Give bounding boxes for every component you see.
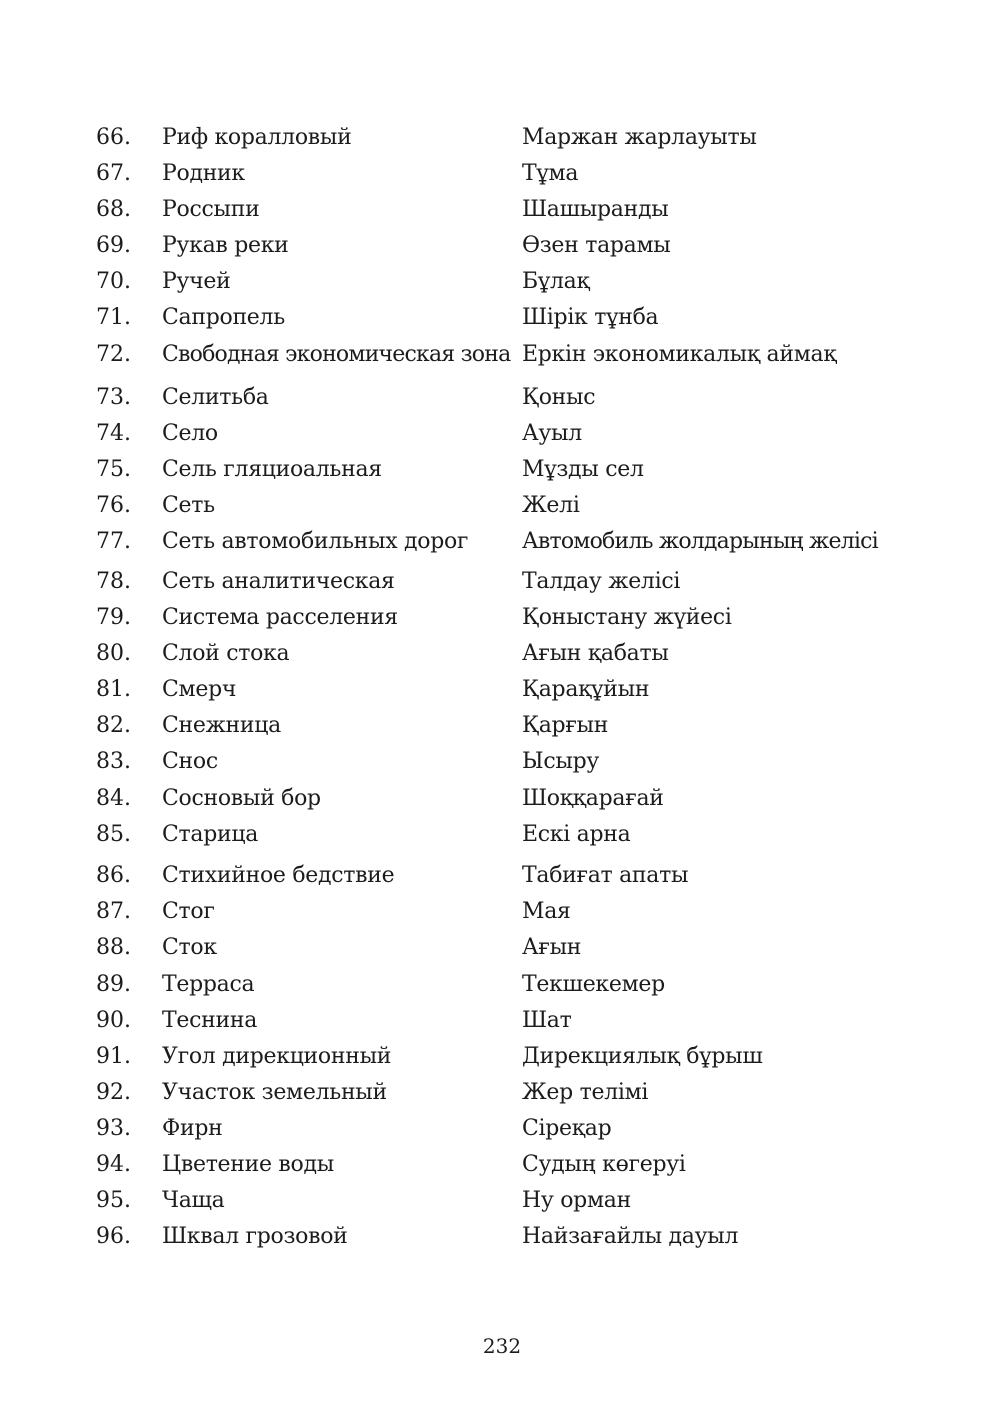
entry-number: 67. [96, 161, 131, 186]
term-russian: Шквал грозовой [162, 1224, 348, 1249]
term-kazakh: Жер телімі [522, 1080, 649, 1105]
term-russian: Цветение воды [162, 1152, 334, 1177]
entry-number: 82. [96, 713, 131, 738]
glossary-entry [0, 675, 1004, 705]
term-kazakh: Маржан жарлауыты [522, 125, 757, 150]
glossary-entry [0, 1114, 1004, 1144]
glossary-entry [0, 897, 1004, 927]
entry-number: 72. [96, 342, 131, 367]
term-russian: Селитьба [162, 385, 269, 410]
term-kazakh: Қоныстану жүйесі [522, 605, 732, 630]
term-kazakh: Ну орман [522, 1188, 631, 1213]
term-kazakh: Ауыл [522, 421, 582, 446]
entry-number: 68. [96, 197, 131, 222]
term-russian: Риф коралловый [162, 125, 352, 150]
term-kazakh: Мая [522, 899, 571, 924]
entry-number: 77. [96, 529, 131, 554]
term-kazakh: Сіреқар [522, 1116, 612, 1141]
term-kazakh: Қарақұйын [522, 677, 650, 702]
glossary-entry [0, 747, 1004, 777]
entry-number: 93. [96, 1116, 131, 1141]
entry-number: 90. [96, 1008, 131, 1033]
term-kazakh: Ағын қабаты [522, 641, 669, 666]
term-russian: Сеть [162, 493, 215, 518]
entry-number: 86. [96, 863, 131, 888]
term-russian: Чаща [162, 1188, 225, 1213]
glossary-entry [0, 159, 1004, 189]
term-kazakh: Мұзды сел [522, 457, 644, 482]
entry-number: 71. [96, 305, 131, 330]
glossary-entry [0, 527, 1004, 557]
glossary-entry [0, 419, 1004, 449]
entry-number: 91. [96, 1044, 131, 1069]
term-russian: Стог [162, 899, 215, 924]
glossary-entry [0, 1006, 1004, 1036]
entry-number: 75. [96, 457, 131, 482]
entry-number: 88. [96, 935, 131, 960]
term-russian: Рукав реки [162, 233, 289, 258]
term-kazakh: Дирекциялық бұрыш [522, 1044, 763, 1069]
entry-number: 89. [96, 972, 131, 997]
entry-number: 94. [96, 1152, 131, 1177]
term-russian: Терраса [162, 972, 255, 997]
term-kazakh: Шашыранды [522, 197, 669, 222]
entry-number: 81. [96, 677, 131, 702]
entry-number: 96. [96, 1224, 131, 1249]
glossary-entry [0, 1150, 1004, 1180]
entry-number: 78. [96, 569, 131, 594]
term-kazakh: Найзағайлы дауыл [522, 1224, 739, 1249]
glossary-entry [0, 711, 1004, 741]
term-kazakh: Қарғын [522, 713, 609, 738]
term-kazakh: Бұлақ [522, 269, 590, 294]
term-russian: Россыпи [162, 197, 260, 222]
entry-number: 73. [96, 385, 131, 410]
glossary-entry [0, 340, 1004, 370]
term-russian: Теснина [162, 1008, 258, 1033]
entry-number: 69. [96, 233, 131, 258]
glossary-entry [0, 1186, 1004, 1216]
term-kazakh: Талдау желісі [522, 569, 681, 594]
entry-number: 70. [96, 269, 131, 294]
glossary-entry [0, 639, 1004, 669]
glossary-entry [0, 383, 1004, 413]
entry-number: 66. [96, 125, 131, 150]
term-russian: Сапропель [162, 305, 285, 330]
term-russian: Сосновый бор [162, 786, 321, 811]
glossary-entry [0, 491, 1004, 521]
term-russian: Участок земельный [162, 1080, 387, 1105]
entry-number: 80. [96, 641, 131, 666]
term-russian: Сеть автомобильных дорог [162, 529, 469, 554]
term-kazakh: Судың көгеруі [522, 1152, 686, 1177]
entry-number: 79. [96, 605, 131, 630]
term-russian: Ручей [162, 269, 231, 294]
term-kazakh: Қоныс [522, 385, 596, 410]
term-russian: Село [162, 421, 218, 446]
glossary-entry [0, 970, 1004, 1000]
term-russian: Сеть аналитическая [162, 569, 395, 594]
entry-number: 76. [96, 493, 131, 518]
term-kazakh: Шат [522, 1008, 572, 1033]
term-russian: Угол дирекционный [162, 1044, 392, 1069]
entry-number: 95. [96, 1188, 131, 1213]
glossary-entry [0, 303, 1004, 333]
term-kazakh: Шірік тұнба [522, 305, 659, 330]
glossary-entry [0, 231, 1004, 261]
term-russian: Старица [162, 822, 259, 847]
term-kazakh: Өзен тарамы [522, 233, 671, 258]
glossary-entry [0, 123, 1004, 153]
term-russian: Сель гляциоальная [162, 457, 382, 482]
term-russian: Снежница [162, 713, 281, 738]
entry-number: 92. [96, 1080, 131, 1105]
glossary-entry [0, 1042, 1004, 1072]
page-number: 232 [482, 1334, 522, 1358]
term-kazakh: Ескі арна [522, 822, 631, 847]
term-russian: Снос [162, 749, 218, 774]
term-russian: Стихийное бедствие [162, 863, 395, 888]
term-russian: Родник [162, 161, 245, 186]
glossary-entry [0, 820, 1004, 850]
term-russian: Слой стока [162, 641, 290, 666]
term-kazakh: Автомобиль жолдарының желісі [522, 529, 878, 554]
glossary-entry [0, 455, 1004, 485]
term-kazakh: Ысыру [522, 749, 600, 774]
entry-number: 87. [96, 899, 131, 924]
entry-number: 74. [96, 421, 131, 446]
glossary-entry [0, 603, 1004, 633]
term-kazakh: Желі [522, 493, 580, 518]
term-russian: Свободная экономическая зона [162, 342, 511, 367]
glossary-entry [0, 1222, 1004, 1252]
glossary-entry [0, 784, 1004, 814]
entry-number: 83. [96, 749, 131, 774]
glossary-entry [0, 1078, 1004, 1108]
term-kazakh: Шоққарағай [522, 786, 664, 811]
term-kazakh: Текшекемер [522, 972, 665, 997]
term-kazakh: Тұма [522, 161, 579, 186]
glossary-entry [0, 861, 1004, 891]
term-kazakh: Табиғат апаты [522, 863, 689, 888]
term-russian: Сток [162, 935, 217, 960]
term-russian: Смерч [162, 677, 237, 702]
glossary-entry [0, 567, 1004, 597]
entry-number: 84. [96, 786, 131, 811]
term-russian: Фирн [162, 1116, 223, 1141]
term-kazakh: Ағын [522, 935, 582, 960]
term-kazakh: Еркін экономикалық аймақ [522, 342, 837, 367]
term-russian: Система расселения [162, 605, 398, 630]
entry-number: 85. [96, 822, 131, 847]
glossary-entry [0, 267, 1004, 297]
glossary-entry [0, 933, 1004, 963]
glossary-entry [0, 195, 1004, 225]
